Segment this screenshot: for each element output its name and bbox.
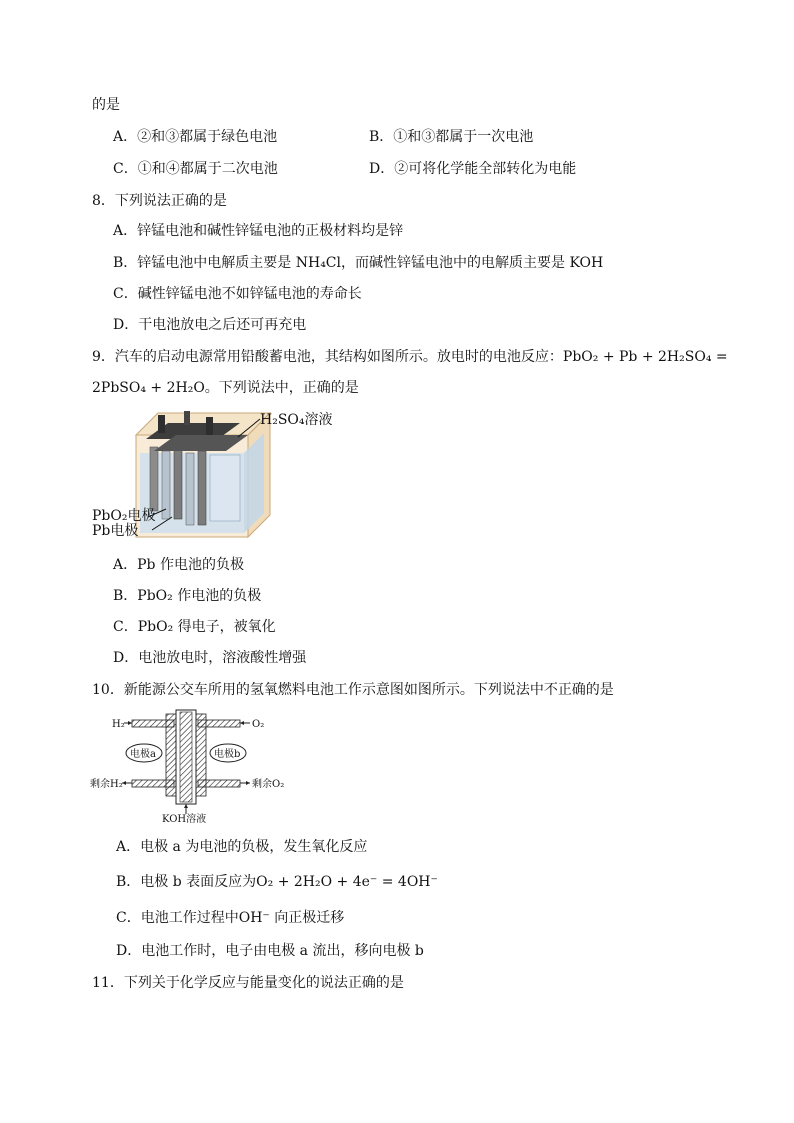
question-9-stem-line-2: 2PbSO₄ + 2H₂O。下列说法中，正确的是: [92, 380, 359, 396]
q7-option-a: A．②和③都属于绿色电池: [113, 129, 278, 145]
question-10-stem: 10．新能源公交车所用的氢氧燃料电池工作示意图如图所示。下列说法中不正确的是: [92, 682, 614, 698]
q7-option-b: B．①和③都属于一次电池: [369, 129, 534, 145]
q8-option-d: D．干电池放电之后还可再充电: [113, 317, 307, 333]
label-remaining-h2: 剩余H₂: [90, 779, 123, 790]
q10-option-b: B．电极 b 表面反应为O₂ + 2H₂O + 4e⁻ = 4OH⁻: [116, 874, 438, 890]
label-pbo2-electrode: PbO₂电极: [92, 508, 156, 524]
q8-option-a: A．锌锰电池和碱性锌锰电池的正极材料均是锌: [113, 223, 404, 239]
q7-option-d: D．②可将化学能全部转化为电能: [369, 161, 577, 177]
q9-option-b: B．PbO₂ 作电池的负极: [113, 588, 262, 604]
cell-body: [166, 710, 206, 814]
q8-option-b: B．锌锰电池中电解质主要是 NH₄Cl，而碱性锌锰电池中的电解质主要是 KOH: [113, 255, 604, 271]
q9-option-c: C．PbO₂ 得电子，被氧化: [113, 619, 276, 635]
question-7-stem-tail: 的是: [92, 97, 120, 113]
label-pb-electrode: Pb电极: [92, 523, 139, 539]
label-electrode-a: 电极a: [130, 749, 156, 760]
label-h2so4-solution: H₂SO₄溶液: [260, 412, 333, 428]
q9-option-d: D．电池放电时，溶液酸性增强: [113, 650, 307, 666]
q9-option-a: A．Pb 作电池的负极: [113, 557, 244, 573]
label-koh-solution: KOH溶液: [162, 814, 207, 825]
hydrogen-oxygen-fuel-cell-figure: [90, 710, 290, 825]
label-electrode-b: 电极b: [214, 749, 241, 760]
question-9-stem-line-1: 9．汽车的启动电源常用铅酸蓄电池，其结构如图所示。放电时的电池反应：PbO₂ + Pb + 2H₂SO₄ =: [92, 349, 728, 365]
q10-option-a: A．电极 a 为电池的负极，发生氧化反应: [116, 839, 368, 855]
question-8-stem: 8．下列说法正确的是: [92, 193, 227, 209]
question-11-stem: 11．下列关于化学反应与能量变化的说法正确的是: [92, 975, 404, 991]
q8-option-c: C．碱性锌锰电池不如锌锰电池的寿命长: [113, 286, 362, 302]
q10-option-d: D．电池工作时，电子由电极 a 流出，移向电极 b: [116, 943, 424, 959]
label-remaining-o2: 剩余O₂: [252, 779, 285, 790]
label-o2-input: O₂: [252, 719, 265, 730]
lead-acid-battery-figure: [88, 405, 348, 540]
q10-option-c: C．电池工作过程中OH⁻ 向正极迁移: [116, 910, 345, 926]
label-h2-input: H₂: [112, 719, 125, 730]
q7-option-c: C．①和④都属于二次电池: [113, 161, 278, 177]
